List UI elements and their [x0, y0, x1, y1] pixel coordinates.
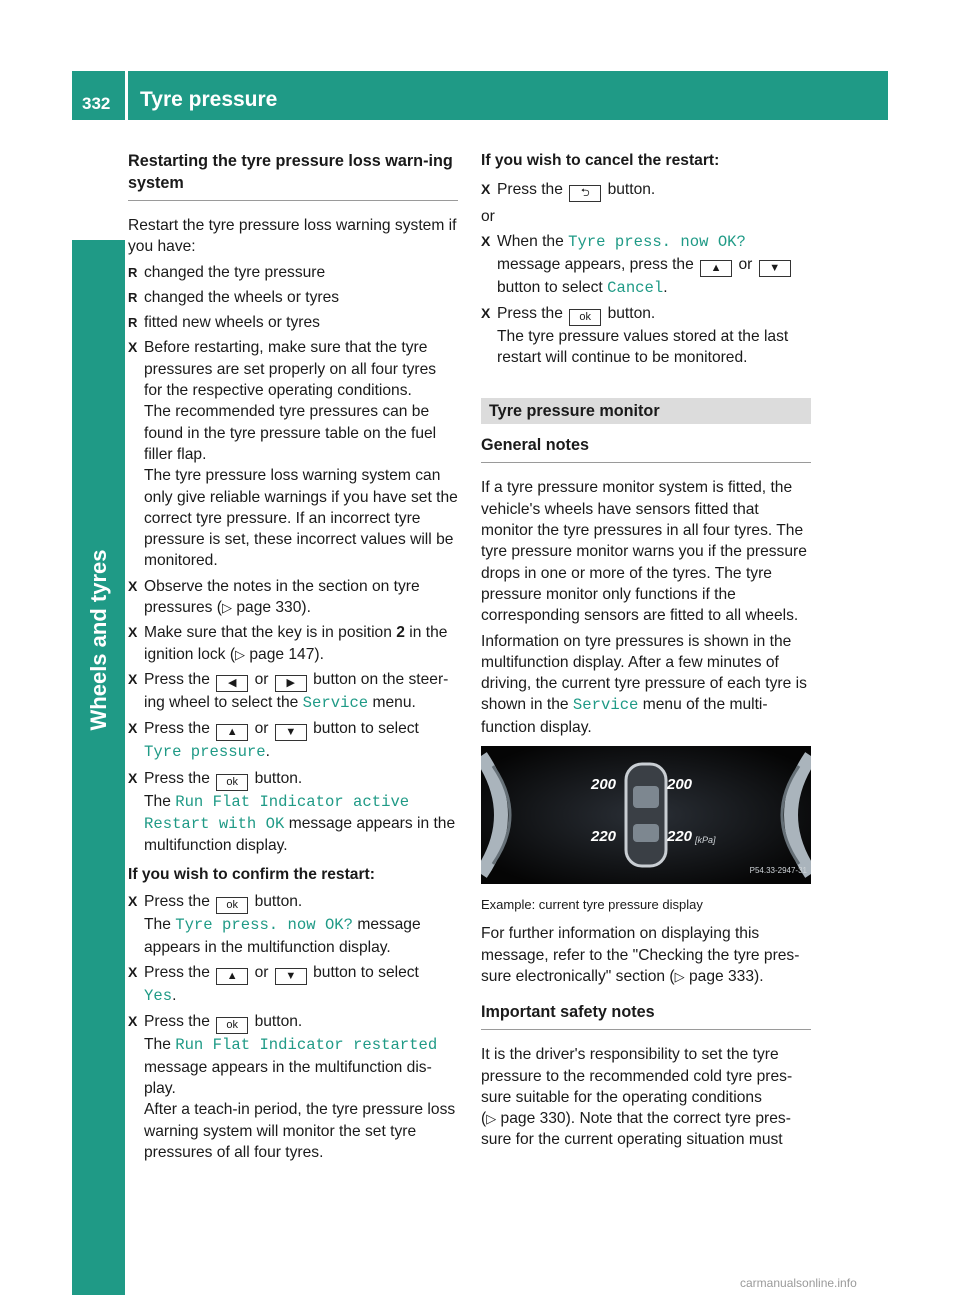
step-text: button to select: [313, 964, 419, 982]
step-text: button.: [254, 893, 303, 911]
right-column: [481, 150, 811, 1155]
step-text: Press the: [144, 964, 210, 982]
step-text: Press the: [144, 670, 210, 688]
body-text: For further information on displaying this message, refer to the "Checking the tyre pres-sure electronically" section (▷ page 333).: [481, 925, 800, 985]
rear-left-pressure: 220: [591, 828, 617, 846]
page-ref-icon: ▷: [235, 646, 246, 662]
step-text: message appears in the multifunction display.: [144, 916, 421, 956]
step-text: The: [144, 916, 171, 934]
body-text: It is the driver's responsibility to set the tyre pressure to the recommended cold tyre pres-sure suitable for the operating conditions (▷ page 330). Note that the correct tyre pres-sure for the current operating situation must: [481, 1046, 793, 1149]
bullet-item: R changed the tyre pressure: [128, 262, 458, 283]
step-text: button to select: [497, 278, 603, 296]
step-text: button on the steer-ing wheel to select the: [144, 670, 449, 711]
left-column: [128, 150, 458, 1167]
step-text: button.: [607, 181, 656, 198]
side-tab: [72, 240, 125, 1295]
step-text: or: [254, 964, 269, 982]
display-message: Tyre pressure: [144, 743, 266, 762]
page-ref-icon: ▷: [222, 600, 232, 616]
display-message: Restart with OK: [144, 814, 285, 833]
display-message: Run Flat Indicator restarted: [175, 1036, 438, 1055]
body-text-part: It is the driver's responsibility to set the tyre pressure to the recommended cold tyre pres-sure suitable for the operating conditions: [481, 1046, 793, 1106]
image-code: P54.33-2947-31: [749, 865, 807, 875]
subheading: If you wish to confirm the restart:: [128, 866, 375, 884]
heading-rule: [481, 1029, 811, 1030]
step-item: [481, 179, 811, 202]
or-text: or: [481, 208, 495, 225]
page-ref[interactable]: page 333).: [688, 967, 764, 985]
step-text: Press the: [497, 304, 563, 322]
page-ref[interactable]: page 147).: [249, 645, 324, 663]
page-ref-icon: ▷: [674, 968, 685, 984]
key-position: 2: [396, 624, 405, 642]
body-text: If a tyre pressure monitor system is fitted, the vehicle's wheels have sensors fitted that monitor the tyre pressures in all four tyres. The tyre pressure monitor warns you if the pressure drops in one or more of the tyres. The tyre pressure monitor only functions if the corresponding sensors are fitted to all wheels.: [481, 479, 807, 625]
section-heading: Restarting the tyre pressure loss warn-ing system: [128, 152, 453, 192]
display-message: Service: [302, 693, 369, 712]
display-message: Run Flat Indicator active: [175, 792, 410, 811]
step-text: The tyre pressure values stored at the last restart will continue to be monitored.: [497, 327, 789, 367]
step-item: X Observe the notes in the section on tyre pressures (▷ page 330).: [128, 576, 458, 619]
page-number: 332: [82, 94, 111, 113]
page-ref[interactable]: page 330). Note that the correct tyre pres-sure for the current operating situation must: [481, 1110, 791, 1149]
car-outline-icon: [626, 764, 666, 866]
up-arrow-key-icon: ▲: [216, 724, 248, 741]
ok-key-icon: ok: [216, 1017, 248, 1034]
heading-rule: [128, 200, 458, 201]
bullet-item: R changed the wheels or tyres: [128, 287, 458, 308]
step-text: menu.: [372, 693, 416, 711]
step-text: Observe the notes in the section on tyre pressures: [144, 577, 420, 617]
step-text: The: [144, 1036, 171, 1054]
page-ref[interactable]: page 330).: [236, 599, 311, 617]
page-ref-icon: ▷: [486, 1111, 497, 1127]
front-right-pressure: 200: [667, 776, 693, 794]
display-message: Service: [572, 696, 639, 715]
ok-key-icon: ok: [216, 774, 248, 791]
step-item: X Press the ▲ or ▼ button to select Yes.: [128, 962, 458, 1007]
image-caption: Example: current tyre pressure display: [481, 897, 703, 913]
step-item: [128, 768, 458, 857]
front-left-pressure: 200: [591, 776, 617, 794]
step-item: [128, 1011, 458, 1163]
section-heading: Important safety notes: [481, 1003, 655, 1022]
step-item: X Make sure that the key is in position 2 in the ignition lock (▷ page 147).: [128, 622, 458, 665]
display-message: Tyre press. now OK?: [568, 233, 746, 252]
step-text: Make sure that the key is in position: [144, 624, 392, 642]
back-key-icon: ⮌: [569, 185, 601, 202]
side-tab-label: Wheels and tyres: [86, 549, 111, 731]
ok-key-icon: ok: [569, 309, 601, 326]
right-arrow-key-icon: ▶: [275, 675, 307, 692]
step-text: message appears in the multifunction display.: [144, 814, 456, 855]
pressure-unit: [kPa]: [695, 835, 716, 846]
step-item: [128, 669, 458, 714]
step-text: or: [254, 670, 269, 688]
body-text-part: For further information on displaying this message, refer to the "Checking the tyre pres-sure electronically" section: [481, 925, 800, 985]
up-arrow-key-icon: ▲: [700, 260, 732, 277]
section-bar: Tyre pressure monitor: [481, 398, 811, 424]
step-text: Press the: [144, 1013, 210, 1031]
step-text: Press the: [144, 893, 210, 911]
step-text: or: [738, 255, 753, 273]
step-text: button.: [607, 304, 656, 322]
left-arrow-key-icon: ◀: [216, 675, 248, 692]
up-arrow-key-icon: ▲: [216, 968, 248, 985]
step-text: button.: [254, 769, 303, 787]
step-text: After a teach-in period, the tyre pressure loss warning system will monitor the set tyre pressures of all four tyres.: [144, 1101, 456, 1161]
step-text: Before restarting, make sure that the tyre pressures are set properly on all four tyres for the respective operating conditions.: [144, 339, 437, 400]
step-item: [128, 337, 458, 571]
step-text: When the: [497, 233, 564, 251]
body-text: [481, 631, 811, 738]
display-message: Tyre press. now OK?: [175, 916, 354, 935]
body-text-part: Information on tyre pressures is shown in the multifunction display. After a few minutes of driving, the current tyre pressure of each tyre is shown in the: [481, 632, 807, 714]
display-message: Yes: [144, 987, 173, 1006]
rear-right-pressure: 220: [667, 828, 693, 846]
subheading: If you wish to cancel the restart:: [481, 152, 720, 169]
step-text: or: [254, 720, 269, 738]
tyre-pressure-display-image: [481, 746, 811, 884]
step-item: X Press the ▲ or ▼ button to select Tyre pressure.: [128, 718, 458, 763]
step-text: The recommended tyre pressures can be found in the tyre pressure table on the fuel filler flap.: [144, 403, 437, 463]
step-text: message appears in the multifunction dis-play.: [144, 1058, 432, 1097]
step-item: X When the Tyre press. now OK? message appears, press the ▲ or ▼ button to select Cancel.: [481, 231, 811, 299]
step-text: Press the: [144, 769, 210, 787]
step-item: [481, 303, 811, 369]
footer-watermark: carmanualsonline.info: [740, 1276, 857, 1290]
intro-text: Restart the tyre pressure loss warning system if you have:: [128, 217, 457, 256]
step-text: The: [144, 792, 171, 810]
ok-key-icon: ok: [216, 897, 248, 914]
down-arrow-key-icon: ▼: [759, 260, 791, 277]
step-text: button to select: [313, 720, 419, 738]
step-text: Press the: [144, 720, 210, 738]
step-item: [128, 891, 458, 958]
heading-rule: [481, 462, 811, 463]
step-text: Press the: [497, 181, 563, 198]
page-title: Tyre pressure: [140, 88, 278, 111]
step-text: button.: [254, 1013, 303, 1031]
body-text-part: menu of the multi-function display.: [481, 696, 768, 736]
step-text: message appears, press the: [497, 255, 694, 273]
step-text: The tyre pressure loss warning system can only give reliable warnings if you have set the correct tyre pressure. If an incorrect tyre pressure is set, these incorrect values will be monitored.: [144, 467, 458, 570]
display-message: Cancel: [607, 278, 664, 297]
down-arrow-key-icon: ▼: [275, 968, 307, 985]
section-heading: General notes: [481, 436, 589, 455]
bullet-item: R fitted new wheels or tyres: [128, 312, 458, 333]
header-divider: [125, 71, 128, 120]
down-arrow-key-icon: ▼: [275, 724, 307, 741]
step-text: in the ignition lock: [144, 624, 448, 663]
